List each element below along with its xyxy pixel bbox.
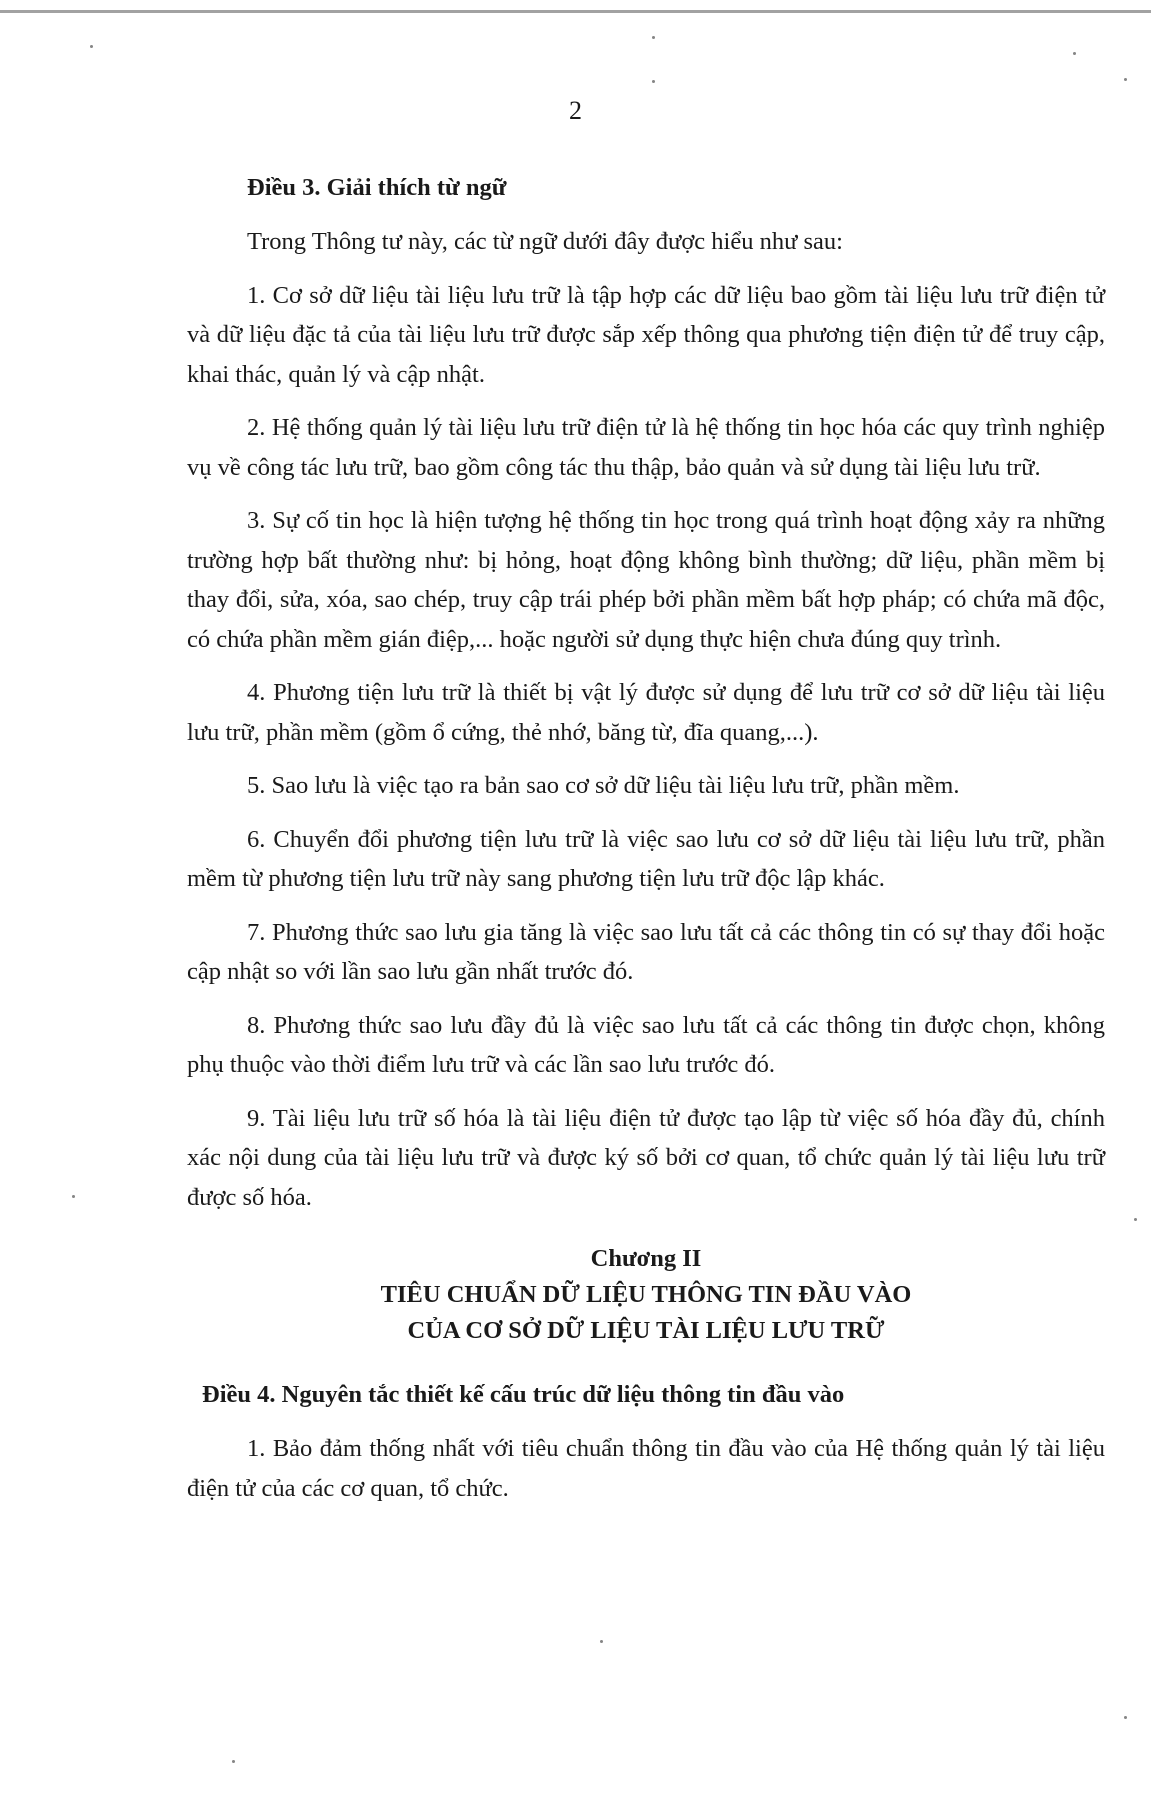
article-4-heading: Điều 4. Nguyên tắc thiết kế cấu trúc dữ liệu thông tin đầu vào (202, 1381, 845, 1408)
page-number: 2 (569, 96, 582, 125)
chapter-heading (187, 1241, 1105, 1349)
scan-speck (90, 45, 93, 48)
article-3-heading: Điều 3. Giải thích từ ngữ (247, 174, 507, 201)
scan-speck (1073, 52, 1076, 55)
scan-speck (232, 1760, 235, 1763)
definition-item: 2. Hệ thống quản lý tài liệu lưu trữ điện tử là hệ thống tin học hóa các quy trình nghiệp vụ về công tác lưu trữ, bao gồm công tác thu thập, bảo quản và sử dụng tài liệu lưu trữ. (187, 414, 1105, 481)
scan-speck (652, 80, 655, 83)
chapter-label: Chương II (590, 1245, 702, 1272)
scan-speck (600, 1640, 603, 1643)
definition-item: 7. Phương thức sao lưu gia tăng là việc sao lưu tất cả các thông tin có sự thay đổi hoặc cập nhật so với lần sao lưu gần nhất trước đó. (187, 918, 1105, 985)
chapter-title-line-1: TIÊU CHUẨN DỮ LIỆU THÔNG TIN ĐẦU VÀO (380, 1281, 912, 1308)
definition-item: 9. Tài liệu lưu trữ số hóa là tài liệu điện tử được tạo lập từ việc số hóa đầy đủ, chính xác nội dung của tài liệu lưu trữ và được ký số bởi cơ quan, tổ chức quản lý tài liệu lưu trữ được số hóa. (187, 1104, 1105, 1211)
definition-item: 8. Phương thức sao lưu đầy đủ là việc sao lưu tất cả các thông tin được chọn, không phụ thuộc vào thời điểm lưu trữ và các lần sao lưu trước đó. (187, 1011, 1105, 1078)
definition-item: 4. Phương tiện lưu trữ là thiết bị vật lý được sử dụng để lưu trữ cơ sở dữ liệu tài liệu lưu trữ, phần mềm (gồm ổ cứng, thẻ nhớ, băng từ, đĩa quang,...). (187, 679, 1105, 746)
document-body (187, 168, 1105, 1522)
principle-item: 1. Bảo đảm thống nhất với tiêu chuẩn thông tin đầu vào của Hệ thống quản lý tài liệu điện tử của các cơ quan, tổ chức. (187, 1435, 1105, 1502)
scan-speck (1124, 78, 1127, 81)
scan-speck (72, 1195, 75, 1198)
scan-speck (1134, 1218, 1137, 1221)
scan-top-edge (0, 10, 1151, 13)
definition-item: 1. Cơ sở dữ liệu tài liệu lưu trữ là tập hợp các dữ liệu bao gồm tài liệu lưu trữ điện tử và dữ liệu đặc tả của tài liệu lưu trữ được sắp xếp thông qua phương tiện điện tử để truy cập, khai thác, quản lý và cập nhật. (187, 281, 1105, 388)
scan-speck (652, 36, 655, 39)
definition-item: 5. Sao lưu là việc tạo ra bản sao cơ sở dữ liệu tài liệu lưu trữ, phần mềm. (247, 772, 960, 799)
definition-item: 6. Chuyển đổi phương tiện lưu trữ là việc sao lưu cơ sở dữ liệu tài liệu lưu trữ, phần mềm từ phương tiện lưu trữ này sang phương tiện lưu trữ độc lập khác. (187, 825, 1105, 892)
chapter-title-line-2: CỦA CƠ SỞ DỮ LIỆU TÀI LIỆU LƯU TRỮ (407, 1317, 885, 1344)
article-3-intro: Trong Thông tư này, các từ ngữ dưới đây được hiểu như sau: (247, 228, 843, 255)
definition-item: 3. Sự cố tin học là hiện tượng hệ thống tin học trong quá trình hoạt động xảy ra những trường hợp bất thường như: bị hỏng, hoạt động không bình thường; dữ liệu, phần mềm bị thay đổi, sửa, xóa, sao chép, truy cập trái phép bởi phần mềm bất hợp pháp; có chứa mã độc, có chứa phần mềm gián điệp,... hoặc người sử dụng thực hiện chưa đúng quy trình. (187, 507, 1105, 653)
scan-speck (1124, 1716, 1127, 1719)
